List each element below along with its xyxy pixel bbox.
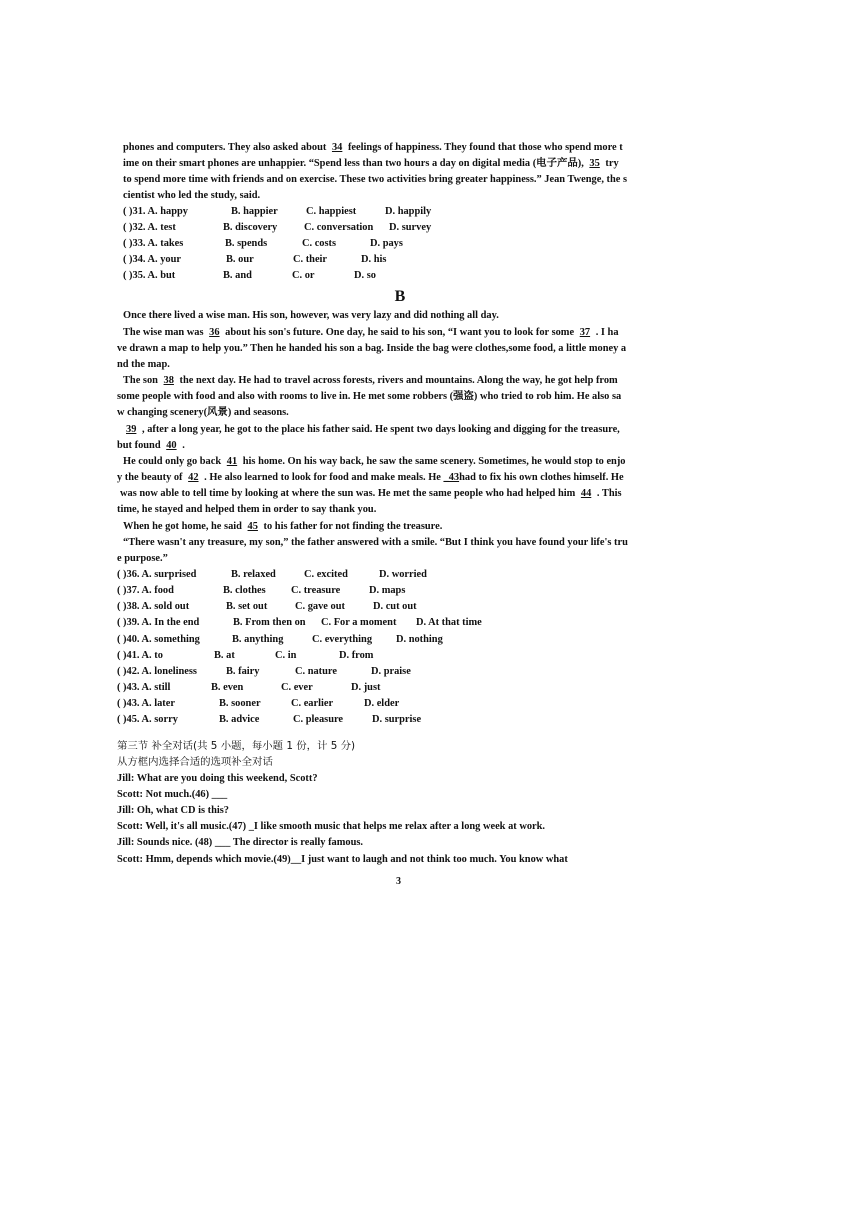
passage-line: Once there lived a wise man. His son, however, was very lazy and did nothing all day. [123,310,499,321]
page-number: 3 [396,876,401,887]
option-a: ( )32. A. test [123,222,176,233]
passage-line [123,325,703,341]
option-a: ( )43. A. still [117,682,171,693]
option-c: C. treasure [291,585,341,596]
section-b-heading: B [394,288,406,305]
passage-line [117,470,697,486]
option-a: ( )42. A. loneliness [117,666,197,677]
passage-line: cientist who led the study, said. [123,190,261,201]
option-b: B. fairy [226,666,260,677]
text: but found [117,440,161,451]
option-d: D. cut out [373,601,417,612]
option-b: B. set out [226,601,268,612]
text: He could only go back [123,456,222,467]
text: . I ha [595,327,619,338]
passage-line [123,422,703,438]
text: . He also learned to look for food and make meals. He [204,472,441,483]
passage-line [120,486,700,502]
option-d: D. from [339,650,374,661]
option-d: D. At that time [416,617,482,628]
text: . This [596,488,622,499]
option-c: C. gave out [295,601,345,612]
answer-blank: _43 [443,472,460,483]
option-b: B. at [214,650,235,661]
option-c: C. ever [281,682,313,693]
passage-line: time, he stayed and helped them in order to say thank you. [117,504,377,515]
option-a: ( )41. A. to [117,650,163,661]
option-b: B. even [211,682,244,693]
dialog-line: Jill: What are you doing this weekend, Scott? [117,773,318,784]
option-c: C. happiest [306,206,357,217]
text: , after a long year, he got to the place his father said. He spent two days looking and digging for the treasure, [142,424,620,435]
passage-line [123,454,703,470]
option-c: C. everything [312,634,373,645]
option-c: C. conversation [304,222,374,233]
option-b: B. relaxed [231,569,276,580]
option-b: B. and [223,270,252,281]
option-b: B. anything [232,634,284,645]
text: The son [123,375,158,386]
text: try [605,158,619,169]
option-a: ( )33. A. takes [123,238,184,249]
option-a: ( )35. A. but [123,270,176,281]
text: ime on their smart phones are unhappier. “Spend less than two hours a day on digital media (电子产品), [123,158,584,169]
passage-line: nd the map. [117,359,170,370]
option-d: D. nothing [396,634,443,645]
passage-line: “There wasn't any treasure, my son,” the father answered with a smile. “But I think you have found your life's tru [123,537,628,548]
option-b: B. happier [231,206,278,217]
option-a: ( )34. A. your [123,254,182,265]
option-d: D. pays [370,238,403,249]
dialog-line: Scott: Not much.(46) ___ [117,789,228,800]
answer-blank: 45 [247,521,258,532]
option-d: D. survey [389,222,432,233]
option-b: B. clothes [223,585,266,596]
answer-blank: 35 [589,158,600,169]
option-a: ( )39. A. In the end [117,617,200,628]
option-d: D. his [361,254,387,265]
option-d: D. praise [371,666,411,677]
answer-blank: 38 [163,375,174,386]
option-a: ( )45. A. sorry [117,714,178,725]
option-b: B. From then on [233,617,306,628]
text: had to fix his own clothes himself. He [459,472,624,483]
passage-line [123,140,703,156]
option-b: B. discovery [223,222,278,233]
option-c: C. their [293,254,328,265]
option-a: ( )40. A. something [117,634,200,645]
option-b: B. our [226,254,254,265]
option-b: B. sooner [219,698,261,709]
option-c: C. earlier [291,698,334,709]
answer-blank: 42 [188,472,199,483]
option-c: C. or [292,270,315,281]
passage-line: ve drawn a map to help you.” Then he handed his son a bag. Inside the bag were clothes,some food, a little money a [117,343,627,354]
option-d: D. happily [385,206,432,217]
section-3-instruction: 从方框内选择合适的选项补全对话 [117,756,273,768]
dialog-line: Scott: Hmm, depends which movie.(49)__I just want to laugh and not think too much. You know what [117,854,568,865]
option-d: D. worried [379,569,427,580]
passage-line: to spend more time with friends and on exercise. These two activities bring greater happiness.” Jean Twenge, the s [123,174,628,185]
text: was now able to tell time by looking at where the sun was. He met the same people who had helped him [120,488,576,499]
option-d: D. surprise [372,714,422,725]
answer-blank: 40 [166,440,177,451]
option-a: ( )43. A. later [117,698,175,709]
option-b: B. spends [225,238,268,249]
option-a: ( )38. A. sold out [117,601,190,612]
option-a: ( )36. A. surprised [117,569,197,580]
option-b: B. advice [219,714,260,725]
passage-line: some people with food and also with rooms to live in. He met some robbers (强盗) who tried to rob him. He also sa [117,391,622,402]
passage-line [123,156,703,172]
answer-blank: 37 [579,327,591,338]
option-d: D. elder [364,698,400,709]
option-c: C. pleasure [293,714,344,725]
option-d: D. just [351,682,381,693]
passage-line: e purpose.” [117,553,168,564]
text: The wise man was [123,327,204,338]
passage-line [117,438,697,454]
passage-line [123,373,703,389]
text: . [182,440,185,451]
option-a: ( )31. A. happy [123,206,188,217]
answer-blank: 39 [126,424,137,435]
option-c: C. nature [295,666,337,677]
option-c: C. excited [304,569,348,580]
answer-blank: 44 [580,488,592,499]
answer-blank: 34 [331,142,343,153]
dialog-line: Scott: Well, it's all music.(47) _I like smooth music that helps me relax after a long week at work. [117,821,546,832]
option-d: D. so [354,270,376,281]
text: the next day. He had to travel across forests, rivers and mountains. Along the way, he got help from [179,375,618,386]
option-c: C. For a moment [321,617,397,628]
text: his home. On his way back, he saw the same scenery. Sometimes, he would stop to enjo [242,456,626,467]
text: feelings of happiness. They found that those who spend more t [347,142,623,153]
option-c: C. costs [302,238,337,249]
option-d: D. maps [369,585,406,596]
section-3-title: 第三节 补全对话(共 5 小题，每小题 1 份，计 5 分) [117,740,356,752]
answer-blank: 36 [209,327,220,338]
text: about his son's future. One day, he said to his son, “I want you to look for some [225,327,575,338]
text: y the beauty of [117,472,183,483]
passage-line [123,519,703,535]
answer-blank: 41 [226,456,238,467]
option-c: C. in [275,650,297,661]
passage-line: w changing scenery(风景) and seasons. [117,407,289,418]
dialog-line: Jill: Oh, what CD is this? [117,805,230,816]
text: When he got home, he said [123,521,242,532]
option-a: ( )37. A. food [117,585,174,596]
dialog-line: Jill: Sounds nice. (48) ___ The director is really famous. [117,837,364,848]
text: phones and computers. They also asked about [123,142,327,153]
text: to his father for not finding the treasure. [263,521,443,532]
